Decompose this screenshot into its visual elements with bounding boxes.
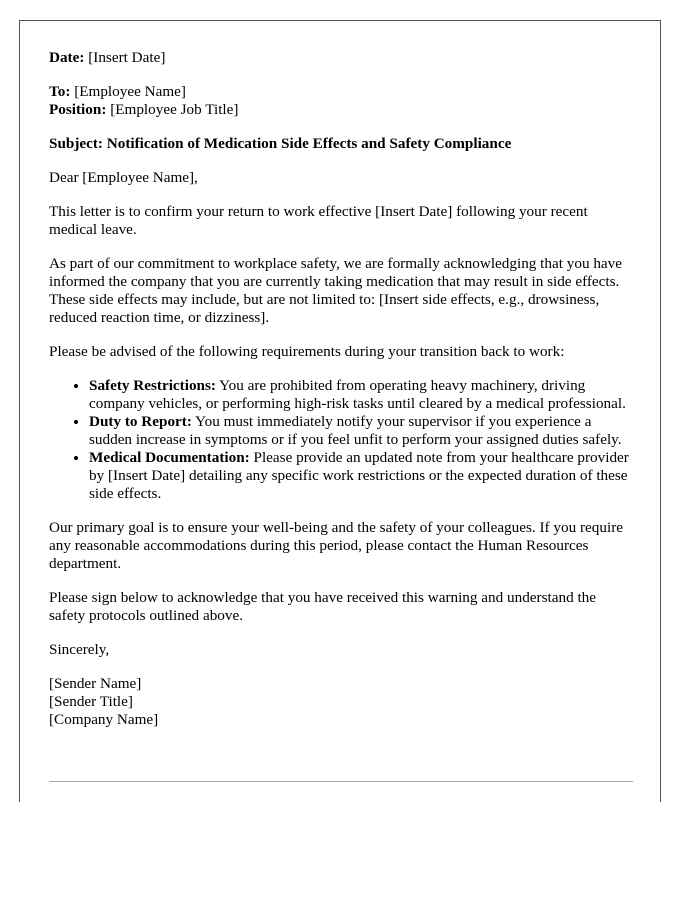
requirement-label: Duty to Report: — [89, 413, 192, 430]
signature-block — [49, 675, 633, 729]
company-name: [Company Name] — [49, 711, 159, 728]
recipient-block — [49, 83, 633, 119]
paragraph-requirements-intro: Please be advised of the following requirements during your transition back to work: — [49, 343, 565, 360]
requirement-label: Safety Restrictions: — [89, 377, 216, 394]
requirement-text: Please provide an updated note from your healthcare provider by [Insert Date] detailing any specific work restrictions or the expected duration of these side effects. — [89, 449, 629, 502]
sender-title: [Sender Title] — [49, 693, 133, 710]
requirements-list — [49, 377, 633, 503]
sender-name: [Sender Name] — [49, 675, 142, 692]
requirement-label: Medical Documentation: — [89, 449, 250, 466]
subject-line: Subject: Notification of Medication Side Effects and Safety Compliance — [49, 135, 512, 152]
list-item — [89, 413, 633, 449]
list-item — [89, 449, 633, 503]
letter-body — [49, 49, 633, 745]
position-value: [Employee Job Title] — [106, 101, 239, 118]
requirement-text: You must immediately notify your supervisor if you experience a sudden increase in symptoms or if you feel unfit to perform your assigned duties safely. — [89, 413, 622, 448]
paragraph-acknowledge: Please sign below to acknowledge that you have received this warning and understand the safety protocols outlined above. — [49, 589, 597, 624]
date-label: Date: — [49, 49, 85, 66]
date-line — [49, 49, 633, 67]
paragraph-medication: As part of our commitment to workplace safety, we are formally acknowledging that you have informed the company that you are currently taking medication that may result in side effects. These side effects may include, but are not limited to: [Insert side effects, e.g., drowsiness, reduced reaction time, or dizziness]. — [49, 255, 623, 326]
paragraph-goal: Our primary goal is to ensure your well-being and the safety of your colleagues. If you require any reasonable accommodations during this period, please contact the Human Resources department. — [49, 519, 623, 572]
to-value: [Employee Name] — [70, 83, 186, 100]
to-label: To: — [49, 83, 71, 100]
position-label: Position: — [49, 101, 107, 118]
letter-page — [19, 20, 661, 802]
divider — [49, 781, 633, 782]
list-item — [89, 377, 633, 413]
requirement-text: You are prohibited from operating heavy machinery, driving company vehicles, or performing high-risk tasks until cleared by a medical professional. — [89, 377, 626, 412]
salutation: Dear [Employee Name], — [49, 169, 198, 186]
closing: Sincerely, — [49, 641, 110, 658]
date-value: [Insert Date] — [84, 49, 166, 66]
paragraph-return-to-work: This letter is to confirm your return to work effective [Insert Date] following your recent medical leave. — [49, 203, 588, 238]
